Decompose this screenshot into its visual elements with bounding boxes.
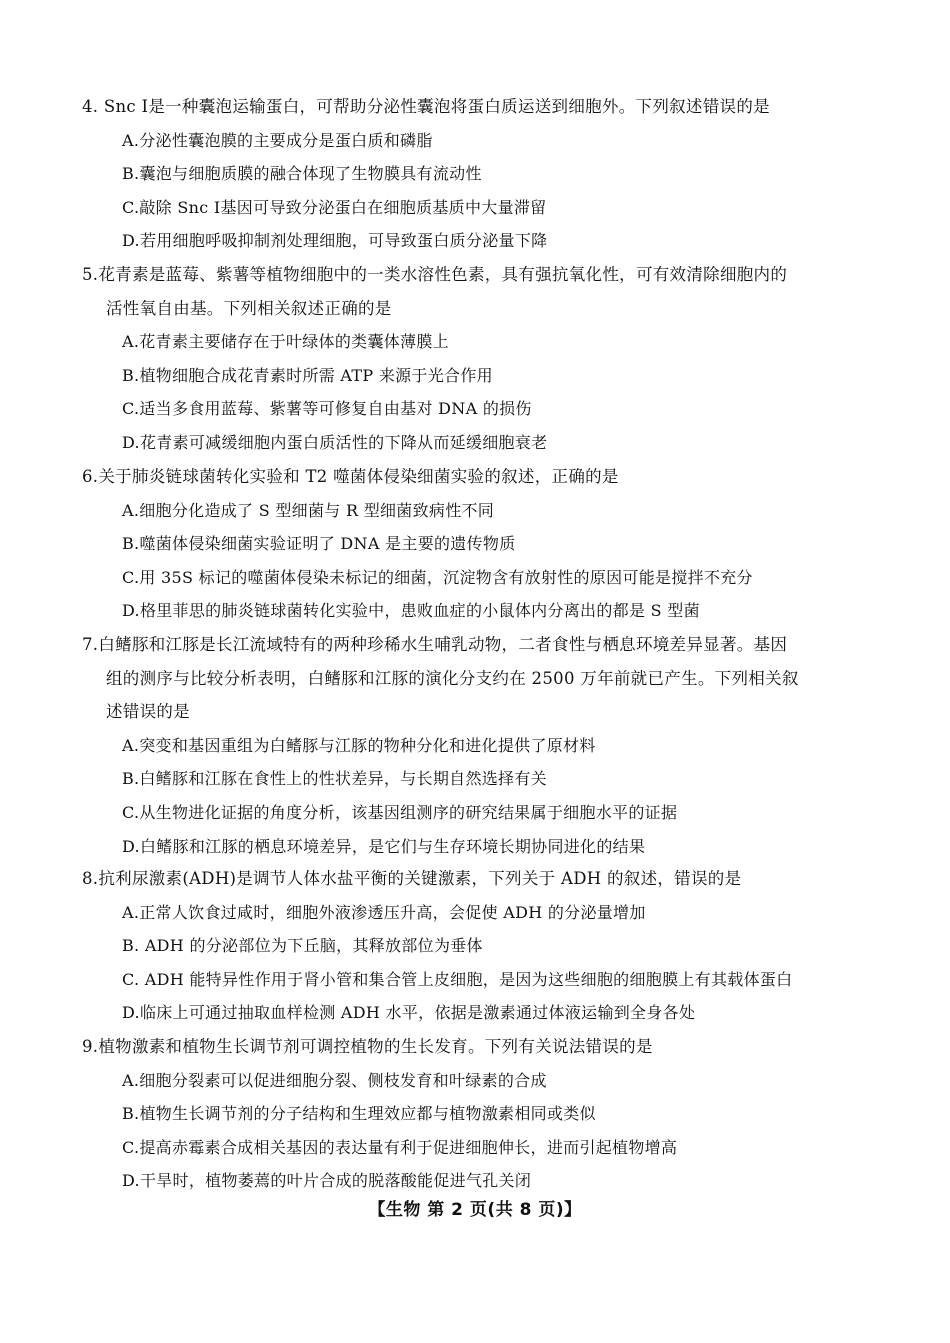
question-stem-line: 组的测序与比较分析表明，白鳍豚和江豚的演化分支约在 2500 万年前就已产生。下列相关叙 <box>106 668 799 688</box>
option-c: C.适当多食用蓝莓、紫薯等可修复自由基对 DNA 的损伤 <box>122 399 532 419</box>
question-stem-line: 述错误的是 <box>106 702 190 722</box>
option-a: A.细胞分裂素可以促进细胞分裂、侧枝发育和叶绿素的合成 <box>122 1070 547 1090</box>
page-footer: 【生物 第 2 页(共 8 页)】 <box>368 1200 582 1220</box>
option-a: A.花青素主要储存在于叶绿体的类囊体薄膜上 <box>122 332 449 352</box>
option-c: C.提高赤霉素合成相关基因的表达量有利于促进细胞伸长，进而引起植物增高 <box>122 1137 678 1157</box>
option-b: B. ADH 的分泌部位为下丘脑，其释放部位为垂体 <box>122 936 483 956</box>
option-a: A.细胞分化造成了 S 型细菌与 R 型细菌致病性不同 <box>122 500 495 520</box>
option-a: A.正常人饮食过咸时，细胞外液渗透压升高，会促使 ADH 的分泌量增加 <box>122 902 646 922</box>
option-b: B.植物生长调节剂的分子结构和生理效应都与植物激素相同或类似 <box>122 1104 596 1124</box>
option-d: D.干旱时，植物萎蔫的叶片合成的脱落酸能促进气孔关闭 <box>122 1171 532 1191</box>
question-8 <box>82 862 882 1030</box>
option-b: B.噬菌体侵染细菌实验证明了 DNA 是主要的遗传物质 <box>122 534 516 554</box>
question-stem-line: 5.花青素是蓝莓、紫薯等植物细胞中的一类水溶性色素，具有强抗氧化性，可有效清除细胞内的 <box>82 265 788 284</box>
question-stem-line: 8.抗利尿激素(ADH)是调节人体水盐平衡的关键激素，下列关于 ADH 的叙述，错误的是 <box>82 869 742 888</box>
question-9 <box>82 1030 882 1198</box>
question-5 <box>82 258 882 460</box>
option-c: C. ADH 能特异性作用于肾小管和集合管上皮细胞，是因为这些细胞的细胞膜上有其载体蛋白 <box>122 969 793 989</box>
option-b: B.白鳍豚和江豚在食性上的性状差异，与长期自然选择有关 <box>122 769 547 789</box>
option-b: B.囊泡与细胞质膜的融合体现了生物膜具有流动性 <box>122 164 482 184</box>
question-stem-line: 6.关于肺炎链球菌转化实验和 T2 噬菌体侵染细菌实验的叙述，正确的是 <box>82 467 619 486</box>
option-d: D.若用细胞呼吸抑制剂处理细胞，可导致蛋白质分泌量下降 <box>122 231 548 251</box>
option-d: D.格里菲思的肺炎链球菌转化实验中，患败血症的小鼠体内分离出的都是 S 型菌 <box>122 601 700 621</box>
option-b: B.植物细胞合成花青素时所需 ATP 来源于光合作用 <box>122 365 493 385</box>
option-d: D.白鳍豚和江豚的栖息环境差异，是它们与生存环境长期协同进化的结果 <box>122 836 646 856</box>
option-d: D.花青素可减缓细胞内蛋白质活性的下降从而延缓细胞衰老 <box>122 432 548 452</box>
option-a: A.分泌性囊泡膜的主要成分是蛋白质和磷脂 <box>122 130 433 150</box>
option-d: D.临床上可通过抽取血样检测 ADH 水平，依据是激素通过体液运输到全身各处 <box>122 1003 696 1023</box>
question-stem-line: 7.白鳍豚和江豚是长江流域特有的两种珍稀水生哺乳动物，二者食性与栖息环境差异显著。基因 <box>82 635 788 654</box>
option-a: A.突变和基因重组为白鳍豚与江豚的物种分化和进化提供了原材料 <box>122 735 596 755</box>
option-c: C.从生物进化证据的角度分析，该基因组测序的研究结果属于细胞水平的证据 <box>122 802 678 822</box>
option-c: C.敲除 Snc Ⅰ基因可导致分泌蛋白在细胞质基质中大量滞留 <box>122 197 547 217</box>
question-6 <box>82 460 882 628</box>
question-4 <box>82 90 882 258</box>
question-stem-line: 9.植物激素和植物生长调节剂可调控植物的生长发育。下列有关说法错误的是 <box>82 1037 653 1056</box>
question-stem-line: 4. Snc Ⅰ是一种囊泡运输蛋白，可帮助分泌性囊泡将蛋白质运送到细胞外。下列叙述错误的是 <box>82 97 770 116</box>
option-c: C.用 35S 标记的噬菌体侵染未标记的细菌，沉淀物含有放射性的原因可能是搅拌不充分 <box>122 567 753 587</box>
question-stem-line: 活性氧自由基。下列相关叙述正确的是 <box>106 298 392 318</box>
question-7 <box>82 628 882 863</box>
